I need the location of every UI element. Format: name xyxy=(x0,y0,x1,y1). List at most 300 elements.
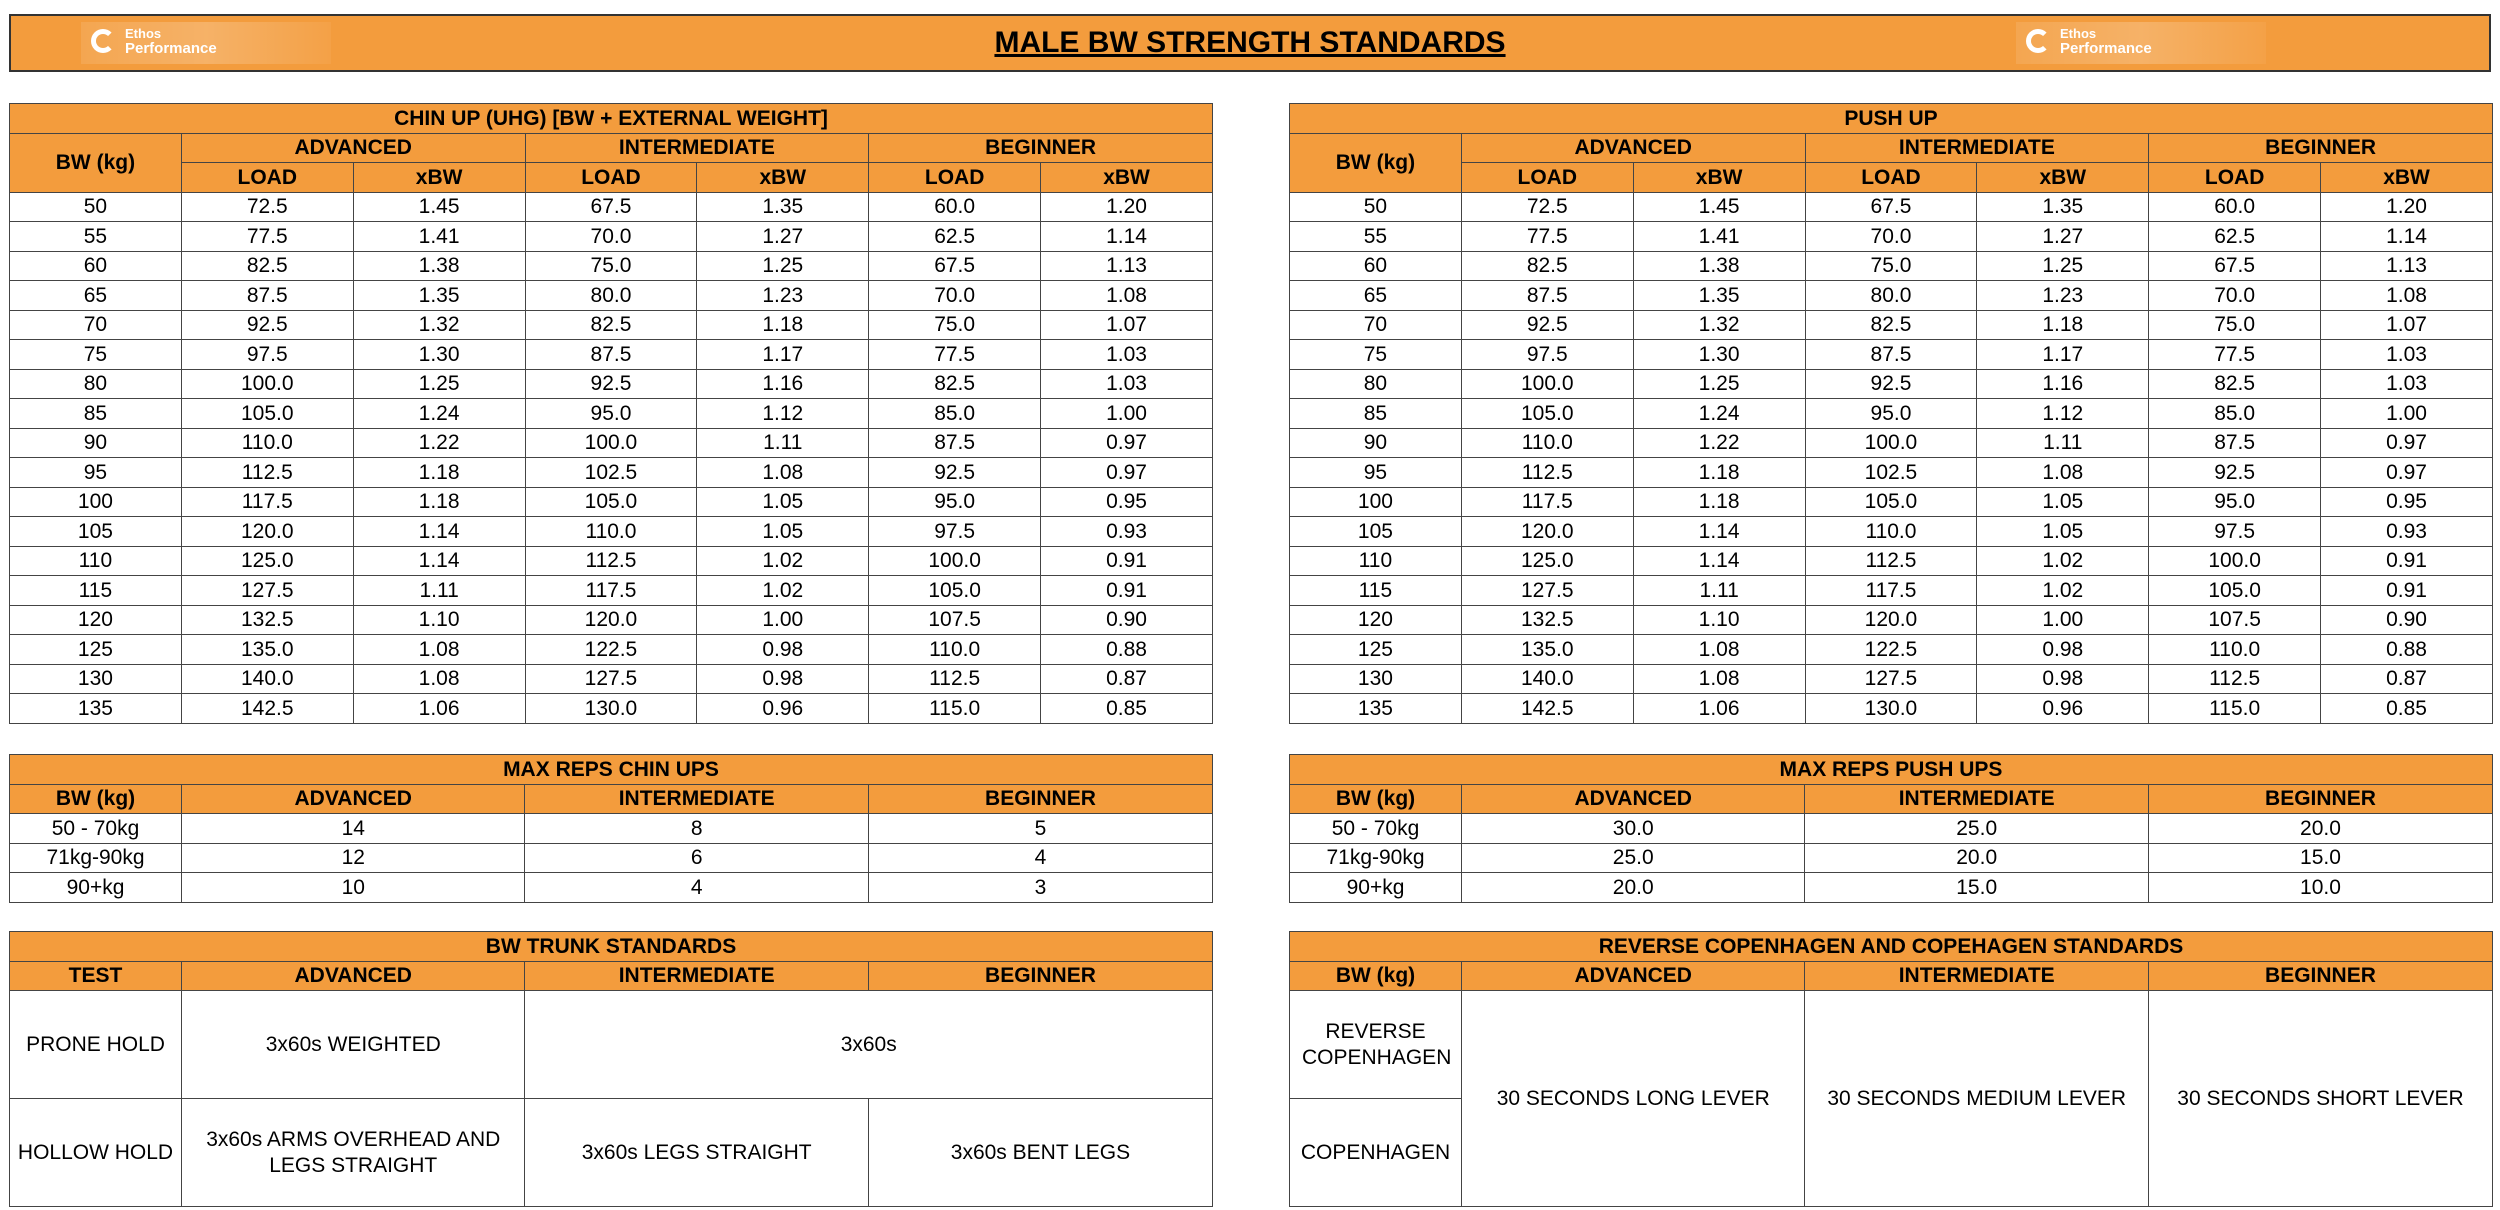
table-row xyxy=(10,873,1213,903)
value-cell: 1.08 xyxy=(1977,458,2149,488)
intermediate-header: INTERMEDIATE xyxy=(1805,784,2148,814)
value-cell: 140.0 xyxy=(181,664,353,694)
intermediate-header: INTERMEDIATE xyxy=(1805,133,2149,163)
bw-cell: 50 xyxy=(1290,192,1462,222)
value-cell: 1.30 xyxy=(353,340,525,370)
xbw-header: xBW xyxy=(353,163,525,193)
table-row xyxy=(10,458,1213,488)
copenhagen-label: COPENHAGEN xyxy=(1290,1099,1462,1207)
value-cell: 1.25 xyxy=(1977,251,2149,281)
value-cell: 82.5 xyxy=(869,369,1041,399)
value-cell: 30.0 xyxy=(1462,814,1805,844)
table-row xyxy=(1290,487,2493,517)
value-cell: 0.98 xyxy=(697,664,869,694)
value-cell: 92.5 xyxy=(181,310,353,340)
value-cell: 1.03 xyxy=(1041,340,1213,370)
bw-cell: 50 xyxy=(10,192,182,222)
table-row xyxy=(10,192,1213,222)
value-cell: 1.08 xyxy=(697,458,869,488)
max-reps-push-body xyxy=(1290,814,2493,903)
table-row xyxy=(1290,340,2493,370)
bw-cell: 130 xyxy=(1290,664,1462,694)
value-cell: 1.08 xyxy=(353,664,525,694)
value-cell: 60.0 xyxy=(869,192,1041,222)
page-title: MALE BW STRENGTH STANDARDS xyxy=(994,26,1506,59)
value-cell: 1.07 xyxy=(1041,310,1213,340)
load-header: LOAD xyxy=(525,163,697,193)
value-cell: 1.32 xyxy=(353,310,525,340)
bw-cell: 120 xyxy=(10,605,182,635)
value-cell: 0.97 xyxy=(1041,458,1213,488)
value-cell: 70.0 xyxy=(1805,222,1977,252)
bw-cell: 80 xyxy=(10,369,182,399)
value-cell: 10 xyxy=(182,873,525,903)
value-cell: 1.24 xyxy=(353,399,525,429)
value-cell: 4 xyxy=(868,843,1212,873)
value-cell: 1.25 xyxy=(353,369,525,399)
bw-cell: 135 xyxy=(10,694,182,724)
logo-line2: Performance xyxy=(125,40,217,57)
value-cell: 77.5 xyxy=(2149,340,2321,370)
value-cell: 122.5 xyxy=(525,635,697,665)
value-cell: 1.16 xyxy=(697,369,869,399)
bw-cell: 110 xyxy=(10,546,182,576)
bw-cell: 65 xyxy=(1290,281,1462,311)
bw-cell: 115 xyxy=(10,576,182,606)
value-cell: 0.87 xyxy=(2321,664,2493,694)
bw-header: BW (kg) xyxy=(1290,133,1462,192)
value-cell: 72.5 xyxy=(1461,192,1633,222)
value-cell: 95.0 xyxy=(2149,487,2321,517)
value-cell: 10.0 xyxy=(2148,873,2492,903)
bw-cell: 90 xyxy=(10,428,182,458)
value-cell: 1.06 xyxy=(353,694,525,724)
value-cell: 1.18 xyxy=(1977,310,2149,340)
table-title: MAX REPS CHIN UPS xyxy=(10,755,1213,785)
value-cell: 0.97 xyxy=(1041,428,1213,458)
value-cell: 0.93 xyxy=(1041,517,1213,547)
value-cell: 107.5 xyxy=(869,605,1041,635)
xbw-header: xBW xyxy=(1041,163,1213,193)
value-cell: 1.35 xyxy=(1977,192,2149,222)
hollow-hold-beginner: 3x60s BENT LEGS xyxy=(868,1099,1212,1207)
value-cell: 6 xyxy=(525,843,868,873)
value-cell: 117.5 xyxy=(181,487,353,517)
prone-hold-intermediate-beginner: 3x60s xyxy=(525,991,1213,1099)
value-cell: 1.02 xyxy=(1977,576,2149,606)
value-cell: 75.0 xyxy=(869,310,1041,340)
bw-cell: 105 xyxy=(1290,517,1462,547)
bw-cell: 80 xyxy=(1290,369,1462,399)
value-cell: 87.5 xyxy=(869,428,1041,458)
table-row xyxy=(10,843,1213,873)
value-cell: 1.00 xyxy=(2321,399,2493,429)
value-cell: 1.22 xyxy=(353,428,525,458)
bw-cell: 100 xyxy=(10,487,182,517)
bw-header: BW (kg) xyxy=(10,133,182,192)
ethos-logo-icon xyxy=(2026,29,2050,53)
value-cell: 87.5 xyxy=(525,340,697,370)
value-cell: 0.91 xyxy=(2321,576,2493,606)
value-cell: 112.5 xyxy=(525,546,697,576)
value-cell: 1.18 xyxy=(1633,458,1805,488)
value-cell: 135.0 xyxy=(1461,635,1633,665)
value-cell: 1.08 xyxy=(353,635,525,665)
value-cell: 4 xyxy=(525,873,868,903)
value-cell: 0.98 xyxy=(1977,635,2149,665)
value-cell: 92.5 xyxy=(2149,458,2321,488)
value-cell: 87.5 xyxy=(181,281,353,311)
value-cell: 85.0 xyxy=(2149,399,2321,429)
value-cell: 5 xyxy=(868,814,1212,844)
hollow-hold-intermediate: 3x60s LEGS STRAIGHT xyxy=(525,1099,868,1207)
value-cell: 1.02 xyxy=(697,576,869,606)
copenhagen-beginner: 30 SECONDS SHORT LEVER xyxy=(2148,991,2492,1207)
value-cell: 0.95 xyxy=(1041,487,1213,517)
value-cell: 72.5 xyxy=(181,192,353,222)
advanced-header: ADVANCED xyxy=(182,784,525,814)
table-row xyxy=(10,546,1213,576)
value-cell: 105.0 xyxy=(181,399,353,429)
value-cell: 1.08 xyxy=(1041,281,1213,311)
value-cell: 20.0 xyxy=(2148,814,2492,844)
value-cell: 1.35 xyxy=(697,192,869,222)
bw-cell: 125 xyxy=(10,635,182,665)
value-cell: 1.10 xyxy=(1633,605,1805,635)
table-row xyxy=(1290,369,2493,399)
table-row xyxy=(10,281,1213,311)
table-row xyxy=(10,399,1213,429)
bw-cell: 85 xyxy=(1290,399,1462,429)
value-cell: 127.5 xyxy=(181,576,353,606)
value-cell: 100.0 xyxy=(1805,428,1977,458)
value-cell: 132.5 xyxy=(181,605,353,635)
value-cell: 0.88 xyxy=(2321,635,2493,665)
bw-cell: 115 xyxy=(1290,576,1462,606)
bw-cell: 60 xyxy=(10,251,182,281)
value-cell: 1.05 xyxy=(697,487,869,517)
value-cell: 105.0 xyxy=(1805,487,1977,517)
value-cell: 92.5 xyxy=(1805,369,1977,399)
table-row xyxy=(10,814,1213,844)
value-cell: 92.5 xyxy=(869,458,1041,488)
value-cell: 115.0 xyxy=(869,694,1041,724)
beginner-header: BEGINNER xyxy=(869,133,1213,163)
value-cell: 1.23 xyxy=(1977,281,2149,311)
value-cell: 97.5 xyxy=(2149,517,2321,547)
value-cell: 1.12 xyxy=(1977,399,2149,429)
xbw-header: xBW xyxy=(697,163,869,193)
hollow-hold-advanced: 3x60s ARMS OVERHEAD AND LEGS STRAIGHT xyxy=(182,1099,525,1207)
value-cell: 1.25 xyxy=(1633,369,1805,399)
xbw-header: xBW xyxy=(1977,163,2149,193)
table-row xyxy=(1290,635,2493,665)
value-cell: 0.88 xyxy=(1041,635,1213,665)
value-cell: 1.45 xyxy=(353,192,525,222)
table-row xyxy=(10,251,1213,281)
table-row xyxy=(10,369,1213,399)
bw-cell: 75 xyxy=(1290,340,1462,370)
trunk-standards-table xyxy=(9,931,1213,1207)
value-cell: 105.0 xyxy=(869,576,1041,606)
value-cell: 1.14 xyxy=(1633,546,1805,576)
bw-cell: 90+kg xyxy=(10,873,182,903)
beginner-header: BEGINNER xyxy=(2149,133,2493,163)
value-cell: 117.5 xyxy=(1461,487,1633,517)
value-cell: 1.08 xyxy=(1633,635,1805,665)
max-reps-push-table xyxy=(1289,754,2493,903)
value-cell: 1.41 xyxy=(1633,222,1805,252)
value-cell: 120.0 xyxy=(1461,517,1633,547)
value-cell: 125.0 xyxy=(181,546,353,576)
bw-cell: 71kg-90kg xyxy=(1290,843,1462,873)
value-cell: 67.5 xyxy=(525,192,697,222)
load-header: LOAD xyxy=(1461,163,1633,193)
bw-cell: 55 xyxy=(10,222,182,252)
beginner-header: BEGINNER xyxy=(868,784,1212,814)
value-cell: 1.03 xyxy=(2321,340,2493,370)
bw-cell: 95 xyxy=(10,458,182,488)
bw-cell: 105 xyxy=(10,517,182,547)
intermediate-header: INTERMEDIATE xyxy=(525,784,868,814)
value-cell: 15.0 xyxy=(1805,873,2148,903)
value-cell: 1.14 xyxy=(2321,222,2493,252)
table-title: PUSH UP xyxy=(1290,104,2493,134)
value-cell: 12 xyxy=(182,843,525,873)
bw-cell: 120 xyxy=(1290,605,1462,635)
table-row xyxy=(1290,399,2493,429)
bw-cell: 90+kg xyxy=(1290,873,1462,903)
value-cell: 67.5 xyxy=(1805,192,1977,222)
value-cell: 1.14 xyxy=(353,546,525,576)
value-cell: 1.11 xyxy=(353,576,525,606)
value-cell: 127.5 xyxy=(1461,576,1633,606)
value-cell: 130.0 xyxy=(525,694,697,724)
value-cell: 1.30 xyxy=(1633,340,1805,370)
advanced-header: ADVANCED xyxy=(182,961,525,991)
table-row xyxy=(1290,222,2493,252)
copenhagen-standards-table xyxy=(1289,931,2493,1207)
value-cell: 1.14 xyxy=(1041,222,1213,252)
value-cell: 62.5 xyxy=(2149,222,2321,252)
bw-cell: 95 xyxy=(1290,458,1462,488)
value-cell: 70.0 xyxy=(869,281,1041,311)
value-cell: 102.5 xyxy=(1805,458,1977,488)
value-cell: 92.5 xyxy=(525,369,697,399)
advanced-header: ADVANCED xyxy=(181,133,525,163)
value-cell: 1.11 xyxy=(1977,428,2149,458)
value-cell: 1.20 xyxy=(2321,192,2493,222)
value-cell: 82.5 xyxy=(1461,251,1633,281)
value-cell: 95.0 xyxy=(1805,399,1977,429)
value-cell: 95.0 xyxy=(525,399,697,429)
value-cell: 1.27 xyxy=(697,222,869,252)
value-cell: 120.0 xyxy=(181,517,353,547)
value-cell: 14 xyxy=(182,814,525,844)
value-cell: 1.13 xyxy=(2321,251,2493,281)
value-cell: 1.16 xyxy=(1977,369,2149,399)
table-row xyxy=(1290,873,2493,903)
value-cell: 1.18 xyxy=(353,487,525,517)
value-cell: 110.0 xyxy=(869,635,1041,665)
value-cell: 82.5 xyxy=(181,251,353,281)
value-cell: 107.5 xyxy=(2149,605,2321,635)
value-cell: 1.17 xyxy=(697,340,869,370)
value-cell: 87.5 xyxy=(1461,281,1633,311)
logo-line2: Performance xyxy=(2060,40,2152,57)
intermediate-header: INTERMEDIATE xyxy=(525,133,869,163)
value-cell: 97.5 xyxy=(181,340,353,370)
value-cell: 105.0 xyxy=(2149,576,2321,606)
bw-cell: 70 xyxy=(10,310,182,340)
table-title: MAX REPS PUSH UPS xyxy=(1290,755,2493,785)
value-cell: 1.27 xyxy=(1977,222,2149,252)
bw-cell: 50 - 70kg xyxy=(10,814,182,844)
value-cell: 1.08 xyxy=(1633,664,1805,694)
value-cell: 0.98 xyxy=(697,635,869,665)
value-cell: 110.0 xyxy=(1805,517,1977,547)
value-cell: 70.0 xyxy=(525,222,697,252)
value-cell: 100.0 xyxy=(1461,369,1633,399)
table-title: CHIN UP (UHG) [BW + EXTERNAL WEIGHT] xyxy=(10,104,1213,134)
value-cell: 100.0 xyxy=(181,369,353,399)
logo-line1: Ethos xyxy=(2060,26,2097,41)
value-cell: 70.0 xyxy=(2149,281,2321,311)
table-row xyxy=(1290,664,2493,694)
copenhagen-advanced: 30 SECONDS LONG LEVER xyxy=(1462,991,1805,1207)
table-row xyxy=(1290,517,2493,547)
value-cell: 125.0 xyxy=(1461,546,1633,576)
intermediate-header: INTERMEDIATE xyxy=(1805,961,2148,991)
value-cell: 130.0 xyxy=(1805,694,1977,724)
max-reps-chin-table xyxy=(9,754,1213,903)
value-cell: 100.0 xyxy=(525,428,697,458)
value-cell: 0.85 xyxy=(1041,694,1213,724)
value-cell: 87.5 xyxy=(2149,428,2321,458)
value-cell: 1.05 xyxy=(1977,517,2149,547)
table-row xyxy=(10,635,1213,665)
value-cell: 127.5 xyxy=(1805,664,1977,694)
value-cell: 1.05 xyxy=(697,517,869,547)
bw-cell: 70 xyxy=(1290,310,1462,340)
value-cell: 1.02 xyxy=(697,546,869,576)
value-cell: 112.5 xyxy=(1805,546,1977,576)
value-cell: 0.90 xyxy=(2321,605,2493,635)
intermediate-header: INTERMEDIATE xyxy=(525,961,868,991)
value-cell: 82.5 xyxy=(2149,369,2321,399)
beginner-header: BEGINNER xyxy=(2148,784,2492,814)
value-cell: 110.0 xyxy=(1461,428,1633,458)
table-row xyxy=(1290,251,2493,281)
table-row xyxy=(1290,694,2493,724)
push-up-table xyxy=(1289,103,2493,724)
value-cell: 1.05 xyxy=(1977,487,2149,517)
table-row xyxy=(1290,814,2493,844)
copenhagen-intermediate: 30 SECONDS MEDIUM LEVER xyxy=(1805,991,2148,1207)
value-cell: 117.5 xyxy=(525,576,697,606)
value-cell: 67.5 xyxy=(869,251,1041,281)
value-cell: 1.18 xyxy=(1633,487,1805,517)
bw-header: BW (kg) xyxy=(1290,961,1462,991)
table-row xyxy=(10,517,1213,547)
value-cell: 60.0 xyxy=(2149,192,2321,222)
value-cell: 1.18 xyxy=(353,458,525,488)
value-cell: 120.0 xyxy=(1805,605,1977,635)
test-header: TEST xyxy=(10,961,182,991)
value-cell: 1.12 xyxy=(697,399,869,429)
bw-cell: 135 xyxy=(1290,694,1462,724)
advanced-header: ADVANCED xyxy=(1462,961,1805,991)
logo-line1: Ethos xyxy=(125,26,162,41)
value-cell: 0.98 xyxy=(1977,664,2149,694)
value-cell: 0.91 xyxy=(1041,576,1213,606)
bw-cell: 130 xyxy=(10,664,182,694)
load-header: LOAD xyxy=(869,163,1041,193)
bw-header: BW (kg) xyxy=(1290,784,1462,814)
value-cell: 1.38 xyxy=(1633,251,1805,281)
table-row xyxy=(10,428,1213,458)
value-cell: 1.17 xyxy=(1977,340,2149,370)
value-cell: 82.5 xyxy=(1805,310,1977,340)
table-row xyxy=(1290,192,2493,222)
table-row xyxy=(1290,428,2493,458)
value-cell: 1.02 xyxy=(1977,546,2149,576)
value-cell: 1.35 xyxy=(353,281,525,311)
value-cell: 140.0 xyxy=(1461,664,1633,694)
value-cell: 1.24 xyxy=(1633,399,1805,429)
chin-up-table xyxy=(9,103,1213,724)
value-cell: 15.0 xyxy=(2148,843,2492,873)
value-cell: 0.97 xyxy=(2321,458,2493,488)
value-cell: 75.0 xyxy=(2149,310,2321,340)
value-cell: 1.03 xyxy=(1041,369,1213,399)
table-row xyxy=(10,605,1213,635)
value-cell: 80.0 xyxy=(525,281,697,311)
value-cell: 0.95 xyxy=(2321,487,2493,517)
table-row xyxy=(1290,843,2493,873)
value-cell: 127.5 xyxy=(525,664,697,694)
value-cell: 1.06 xyxy=(1633,694,1805,724)
table-row xyxy=(10,664,1213,694)
value-cell: 25.0 xyxy=(1805,814,2148,844)
value-cell: 92.5 xyxy=(1461,310,1633,340)
value-cell: 1.00 xyxy=(697,605,869,635)
value-cell: 0.85 xyxy=(2321,694,2493,724)
value-cell: 105.0 xyxy=(1461,399,1633,429)
value-cell: 1.22 xyxy=(1633,428,1805,458)
value-cell: 1.10 xyxy=(353,605,525,635)
table-row xyxy=(1290,310,2493,340)
value-cell: 97.5 xyxy=(869,517,1041,547)
value-cell: 0.91 xyxy=(1041,546,1213,576)
value-cell: 112.5 xyxy=(181,458,353,488)
table-title: REVERSE COPENHAGEN AND COPEHAGEN STANDARDS xyxy=(1290,932,2493,962)
value-cell: 85.0 xyxy=(869,399,1041,429)
value-cell: 25.0 xyxy=(1462,843,1805,873)
value-cell: 110.0 xyxy=(525,517,697,547)
value-cell: 95.0 xyxy=(869,487,1041,517)
value-cell: 1.13 xyxy=(1041,251,1213,281)
value-cell: 80.0 xyxy=(1805,281,1977,311)
load-header: LOAD xyxy=(181,163,353,193)
value-cell: 142.5 xyxy=(1461,694,1633,724)
bw-cell: 85 xyxy=(10,399,182,429)
bw-cell: 50 - 70kg xyxy=(1290,814,1462,844)
bw-header: BW (kg) xyxy=(10,784,182,814)
value-cell: 77.5 xyxy=(1461,222,1633,252)
value-cell: 1.00 xyxy=(1977,605,2149,635)
value-cell: 77.5 xyxy=(869,340,1041,370)
